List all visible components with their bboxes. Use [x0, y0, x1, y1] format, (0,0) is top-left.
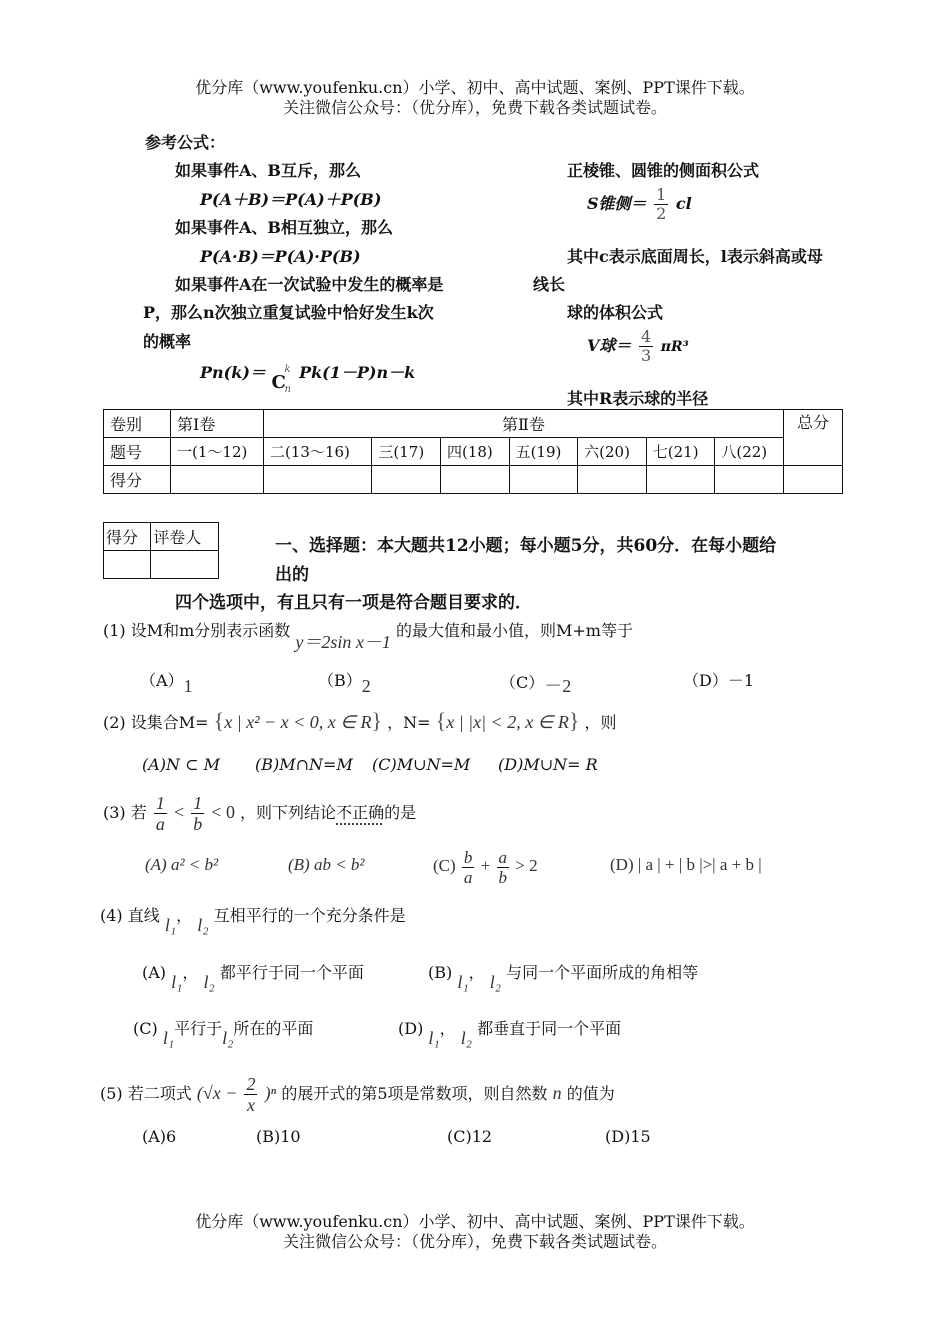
- q4-b-l2: l₂: [489, 972, 501, 992]
- cell-question-5: 五(19): [509, 438, 578, 466]
- q3-c-fraction-b-over-a: [462, 848, 475, 887]
- q4-option-b[interactable]: [428, 960, 699, 992]
- q1-stem-a: (1) 设M和m分别表示函数: [103, 621, 291, 640]
- cell-score-7[interactable]: [646, 466, 715, 494]
- fraction-numerator: 1: [656, 185, 667, 204]
- set-m-close-brace: }: [371, 708, 383, 733]
- header-line-1: 优分库（www.youfenku.cn）小学、初中、高中试题、案例、PPT课件下载。: [195, 78, 755, 97]
- set-n-expr: x | |x| < 2, x ∈ R: [446, 712, 569, 732]
- question-3-stem: [103, 788, 416, 836]
- q4-option-c-mid: 平行于: [174, 1019, 223, 1038]
- header-line-2: 关注微信公众号：（优分库），免费下载各类试题试卷。: [282, 98, 667, 117]
- question-2-stem: [103, 708, 617, 734]
- q4-stem-a: (4) 直线: [100, 906, 160, 925]
- q3-c-fraction-a-over-b: [497, 848, 510, 887]
- grader-name-cell[interactable]: [151, 551, 219, 579]
- fraction-numerator: a: [498, 847, 508, 867]
- q4-option-d[interactable]: [398, 1016, 622, 1048]
- fraction-numerator: 1: [193, 793, 203, 813]
- q2-option-a[interactable]: (A)N ⊂ M: [142, 755, 220, 774]
- formulas-title: 参考公式：: [145, 133, 226, 152]
- q1-stem-b: 的最大值和最小值，则M+m等于: [395, 621, 633, 640]
- formula-left-2: P(A＋B)＝P(A)＋P(B): [200, 190, 382, 209]
- q3-c-gt: > 2: [515, 856, 538, 875]
- q4-b-l1: l₁: [457, 972, 469, 992]
- fraction-denominator: 2: [656, 204, 667, 223]
- fraction-four-thirds: [639, 328, 653, 365]
- q5-option-a[interactable]: (A)6: [142, 1127, 177, 1146]
- cell-question-label: 题号: [104, 438, 171, 466]
- formula-left-3: 如果事件A、B相互独立，那么: [175, 218, 393, 237]
- cell-question-6: 六(20): [578, 438, 647, 466]
- formula-left-1: 如果事件A、B互斥，那么: [175, 161, 361, 180]
- q1-function-expr: y＝2sin x－1: [295, 632, 391, 652]
- cell-question-4: 四(18): [440, 438, 509, 466]
- section1-title-b: 出的: [275, 565, 309, 585]
- formula-left-4: P(A·B)＝P(A)·P(B): [200, 247, 361, 266]
- formula-right-1: 正棱锥、圆锥的侧面积公式: [567, 161, 760, 180]
- formula-left-7: 的概率: [143, 332, 192, 351]
- q5-n: n: [552, 1083, 562, 1103]
- fraction-denominator: a: [463, 867, 473, 887]
- q3-option-a[interactable]: (A) a² < b²: [145, 855, 219, 874]
- cell-volume-2: 第Ⅱ卷: [264, 410, 784, 438]
- q3-lt: <: [173, 802, 185, 822]
- q2-option-d[interactable]: (D)M∪N= R: [498, 755, 598, 774]
- grader-score-label: 得分: [104, 523, 151, 551]
- q1-option-b[interactable]: [318, 668, 371, 696]
- q1-option-d[interactable]: （D）－1: [683, 671, 755, 690]
- q4-c-l2: l₂: [222, 1028, 234, 1048]
- q2-option-b[interactable]: (B)M∩N=M: [255, 755, 353, 774]
- score-table-row-score: [104, 466, 843, 494]
- q3-emphasis: 不正确: [336, 803, 385, 822]
- q4-option-a-text: 都平行于同一个平面: [219, 963, 364, 982]
- q3-option-b[interactable]: (B) ab < b²: [288, 855, 365, 874]
- q1-option-c[interactable]: [500, 668, 571, 694]
- q5-stem-c: 的值为: [566, 1084, 615, 1103]
- q2-stem-b: ，则: [584, 713, 617, 732]
- q1-option-c-label: （C）: [500, 673, 545, 692]
- formula-right-4: 线长: [533, 275, 566, 294]
- q4-comma: ，: [176, 906, 193, 925]
- sphere-volume-label: V球＝: [587, 336, 632, 355]
- fraction-numerator: 4: [641, 327, 652, 346]
- combination-symbol: [271, 364, 293, 395]
- q4-a-comma: ，: [182, 963, 199, 982]
- set-n-close-brace: }: [568, 708, 580, 733]
- q4-a-l1: l₁: [171, 972, 183, 992]
- section1-title-c: 四个选项中，有且只有一项是符合题目要求的．: [175, 593, 532, 613]
- q4-option-a-label: (A): [142, 963, 167, 982]
- score-table-row-volume: [104, 410, 843, 438]
- cell-score-total[interactable]: [784, 466, 843, 494]
- question-4-stem: [100, 903, 406, 935]
- q4-option-b-label: (B): [428, 963, 453, 982]
- q4-d-comma: ，: [439, 1019, 456, 1038]
- sphere-volume-pir3: πR³: [660, 339, 689, 355]
- q4-option-c-label: (C): [133, 1019, 158, 1038]
- q4-l1: l₁: [164, 915, 177, 935]
- q5-fraction-2-over-x: [244, 1074, 257, 1115]
- question-1-stem: [103, 616, 633, 652]
- q3-lt-zero: < 0: [211, 802, 235, 822]
- q4-option-a[interactable]: [142, 960, 364, 992]
- set-m-open-brace: {: [213, 708, 225, 733]
- q5-option-b[interactable]: (B)10: [256, 1127, 301, 1146]
- q1-option-a-label: （A）: [140, 671, 184, 690]
- set-n-open-brace: {: [435, 708, 447, 733]
- cell-score-3[interactable]: [372, 466, 441, 494]
- cell-score-4[interactable]: [440, 466, 509, 494]
- cell-question-2: 二(13～16): [264, 438, 372, 466]
- cell-total: 总分: [784, 410, 843, 466]
- q4-option-d-text: 都垂直于同一个平面: [477, 1019, 622, 1038]
- grader-name-label: 评卷人: [151, 523, 219, 551]
- cell-volume-label: 卷别: [104, 410, 171, 438]
- formula-sphere-volume: [587, 328, 689, 365]
- q3-option-d[interactable]: (D) | a | + | b |>| a + b |: [610, 855, 762, 874]
- fraction-denominator: x: [246, 1095, 255, 1115]
- q4-c-l1: l₁: [162, 1028, 175, 1048]
- grader-score-cell[interactable]: [104, 551, 151, 579]
- q1-option-b-label: （B）: [318, 671, 362, 690]
- q4-a-l2: l₂: [203, 972, 215, 992]
- grader-table: [103, 522, 219, 579]
- fraction-denominator: b: [193, 814, 203, 834]
- score-table: [103, 409, 843, 494]
- formula-left-6: P，那么n次独立重复试验中恰好发生k次: [143, 303, 434, 322]
- q4-b-comma: ，: [468, 963, 485, 982]
- fraction-denominator: a: [155, 814, 165, 834]
- q5-expr-a: (√x −: [196, 1083, 238, 1103]
- q4-stem-b: 互相平行的一个充分条件是: [213, 906, 406, 925]
- q4-option-c-text: 所在的平面: [233, 1019, 314, 1038]
- q1-option-c-value: －2: [544, 676, 572, 696]
- q1-option-a[interactable]: [140, 668, 193, 696]
- combination-k: k: [284, 364, 291, 375]
- q4-option-c[interactable]: [133, 1016, 314, 1048]
- q2-option-c[interactable]: (C)M∪N=M: [372, 755, 471, 774]
- fraction-numerator: 1: [155, 793, 165, 813]
- q3-option-c-label: (C): [433, 856, 456, 875]
- question-5-stem: [100, 1066, 615, 1120]
- fraction-denominator: b: [498, 867, 508, 887]
- formula-right-7: 其中R表示球的半径: [567, 389, 709, 408]
- fraction-one-half: [654, 186, 668, 223]
- q5-option-c[interactable]: (C)12: [447, 1127, 493, 1146]
- cell-score-2[interactable]: [264, 466, 372, 494]
- q4-d-l2: l₂: [460, 1028, 473, 1048]
- q2-stem-a: (2) 设集合M=: [103, 713, 209, 732]
- q3-option-c[interactable]: [433, 840, 538, 892]
- formula-right-5: 球的体积公式: [567, 303, 664, 322]
- fraction-numerator: b: [463, 847, 473, 867]
- q3-stem-c: 的是: [384, 803, 417, 822]
- fraction-numerator: 2: [246, 1074, 256, 1094]
- formula-pn-label: Pn(k)＝: [200, 363, 266, 382]
- q3-fraction-1-over-b: [191, 793, 204, 834]
- fraction-denominator: 3: [641, 346, 652, 365]
- lateral-area-cl: cl: [675, 194, 692, 213]
- cell-question-8: 八(22): [715, 438, 784, 466]
- cell-score-8[interactable]: [715, 466, 784, 494]
- q1-option-b-value: 2: [361, 676, 371, 696]
- score-table-row-question: [104, 438, 843, 466]
- q4-l2: l₂: [197, 915, 209, 935]
- formula-left-5: 如果事件A在一次试验中发生的概率是: [175, 275, 444, 294]
- q4-option-b-text: 与同一个平面所成的角相等: [506, 963, 699, 982]
- q2-sep: ，N=: [387, 713, 431, 732]
- q5-expr-b: )ⁿ: [264, 1083, 277, 1103]
- footer-line-1: 优分库（www.youfenku.cn）小学、初中、高中试题、案例、PPT课件下载。: [195, 1212, 755, 1231]
- q3-fraction-1-over-a: [154, 793, 167, 834]
- set-m-expr: x | x² − x < 0, x ∈ R: [224, 712, 372, 732]
- q5-stem-a: (5) 若二项式: [100, 1084, 192, 1103]
- formula-pk-term: Pk(1－P)n－k: [299, 363, 416, 382]
- q3-stem-b: ，则下列结论: [240, 803, 337, 822]
- q5-option-d[interactable]: (D)15: [605, 1127, 651, 1146]
- q3-stem-a: (3) 若: [103, 803, 147, 822]
- formula-lateral-area: [587, 186, 692, 223]
- cell-score-1[interactable]: [171, 466, 264, 494]
- lateral-area-label: S锥侧＝: [587, 194, 647, 213]
- formula-right-3: 其中c表示底面周长，l表示斜高或母: [567, 247, 823, 266]
- cell-score-label: 得分: [104, 466, 171, 494]
- q4-option-d-label: (D): [398, 1019, 424, 1038]
- q1-option-a-value: 1: [183, 676, 193, 696]
- cell-question-7: 七(21): [646, 438, 715, 466]
- cell-score-6[interactable]: [578, 466, 647, 494]
- combination-n: n: [284, 384, 291, 395]
- cell-question-3: 三(17): [372, 438, 441, 466]
- q3-c-plus: +: [480, 856, 491, 875]
- cell-volume-1: 第Ⅰ卷: [171, 410, 264, 438]
- cell-question-1: 一(1～12): [171, 438, 264, 466]
- combination-c: C: [271, 372, 286, 393]
- section1-title-a: 一、选择题：本大题共12小题；每小题5分，共60分．在每小题给: [275, 536, 777, 556]
- formula-binomial-prob: [200, 360, 416, 395]
- q4-d-l1: l₁: [428, 1028, 440, 1048]
- q5-stem-b: 的展开式的第5项是常数项，则自然数: [281, 1084, 548, 1103]
- footer-line-2: 关注微信公众号：（优分库），免费下载各类试题试卷。: [282, 1232, 667, 1251]
- cell-score-5[interactable]: [509, 466, 578, 494]
